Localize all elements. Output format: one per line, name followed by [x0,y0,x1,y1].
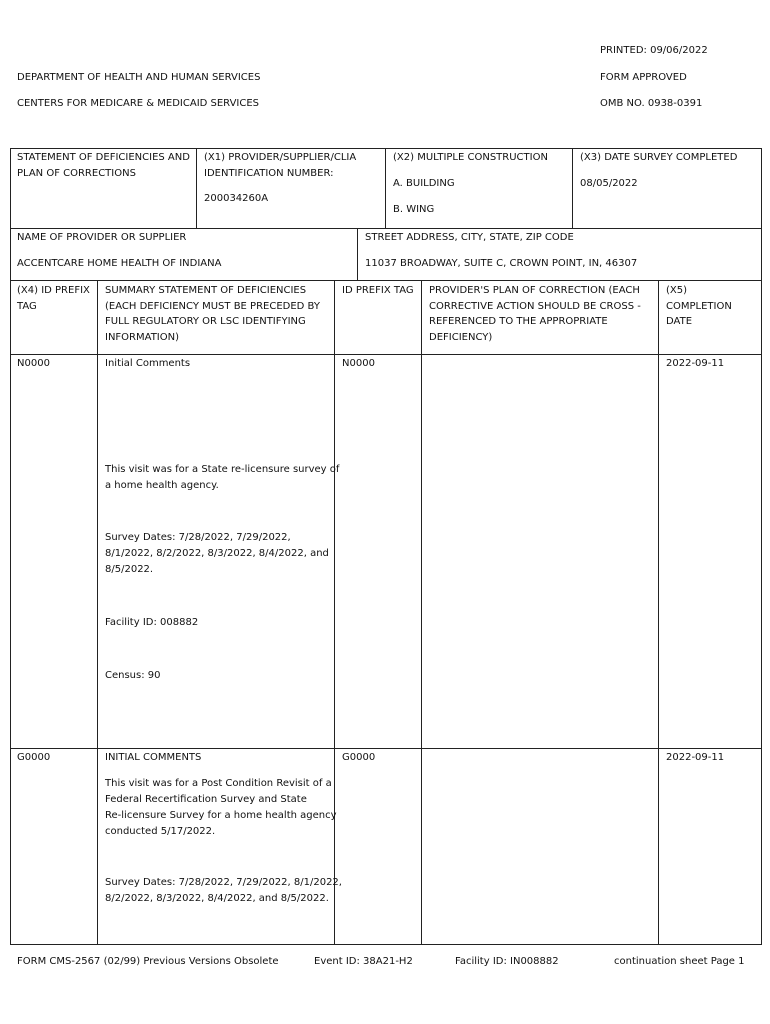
x2-building: A. BUILDING [393,178,455,189]
row-2-tag: G0000 [17,752,51,763]
x3-label: (X3) DATE SURVEY COMPLETED [580,152,738,163]
statement-label: STATEMENT OF DEFICIENCIES AND PLAN OF CORRECTIONS [17,152,190,179]
footer-facility-id: Facility ID: IN008882 [455,956,559,967]
address-label: STREET ADDRESS, CITY, STATE, ZIP CODE [365,232,574,243]
omb-number: OMB NO. 0938-0391 [600,98,703,109]
row-2-paragraph-2: Survey Dates: 7/28/2022, 7/29/2022, 8/1/2022, 8/2/2022, 8/3/2022, 8/4/2022, and 8/5/2022. [105,877,342,904]
row-2-title: INITIAL COMMENTS [105,752,202,763]
x1-value: 200034260A [204,193,269,204]
row-1-tag: N0000 [17,358,50,369]
row-1-paragraph-2: Survey Dates: 7/28/2022, 7/29/2022, 8/1/2022, 8/2/2022, 8/3/2022, 8/4/2022, and 8/5/2022. [105,532,329,575]
row-2-paragraph-1: This visit was for a Post Condition Revisit of a Federal Recertification Survey and State Re-licensure Survey for a home health agency conducted 5/17/2022. [105,778,337,837]
department-name: DEPARTMENT OF HEALTH AND HUMAN SERVICES [17,72,261,83]
row-1-paragraph-1: This visit was for a State re-licensure survey of a home health agency. [105,464,340,491]
x3-value: 08/05/2022 [580,178,638,189]
address-value: 11037 BROADWAY, SUITE C, CROWN POINT, IN, 46307 [365,258,638,269]
row-2-id-tag: G0000 [342,752,376,763]
column-header-id-prefix: ID PREFIX TAG [342,285,414,296]
row-1-date: 2022-09-11 [666,358,725,369]
provider-label: NAME OF PROVIDER OR SUPPLIER [17,232,187,243]
provider-value: ACCENTCARE HOME HEALTH OF INDIANA [17,258,222,269]
column-header-x4: (X4) ID PREFIX TAG [17,285,90,312]
row-2-date: 2022-09-11 [666,752,725,763]
row-1-paragraph-3: Facility ID: 008882 [105,617,199,628]
x2-label: (X2) MULTIPLE CONSTRUCTION [393,152,548,163]
footer-event-id: Event ID: 38A21-H2 [314,956,413,967]
form-approved: FORM APPROVED [600,72,687,83]
column-header-summary: SUMMARY STATEMENT OF DEFICIENCIES (EACH DEFICIENCY MUST BE PRECEDED BY FULL REGULATORY OR LSC IDENTIFYING INFORMATION) [105,285,320,343]
x1-label: (X1) PROVIDER/SUPPLIER/CLIA IDENTIFICATION NUMBER: [204,152,357,179]
row-1-paragraph-4: Census: 90 [105,670,161,681]
column-header-plan: PROVIDER'S PLAN OF CORRECTION (EACH CORRECTIVE ACTION SHOULD BE CROSS - REFERENCED TO THE APPROPRIATE DEFICIENCY) [429,285,641,343]
footer-page-number: continuation sheet Page 1 [614,956,745,967]
row-1-title: Initial Comments [105,358,191,369]
x2-wing: B. WING [393,204,435,215]
row-1-id-tag: N0000 [342,358,375,369]
footer-form-id: FORM CMS-2567 (02/99) Previous Versions Obsolete [17,956,279,967]
deficiency-table [10,280,762,945]
printed-date: PRINTED: 09/06/2022 [600,45,708,56]
column-header-x5: (X5) COMPLETION DATE [666,285,732,327]
centers-name: CENTERS FOR MEDICARE & MEDICAID SERVICES [17,98,260,109]
